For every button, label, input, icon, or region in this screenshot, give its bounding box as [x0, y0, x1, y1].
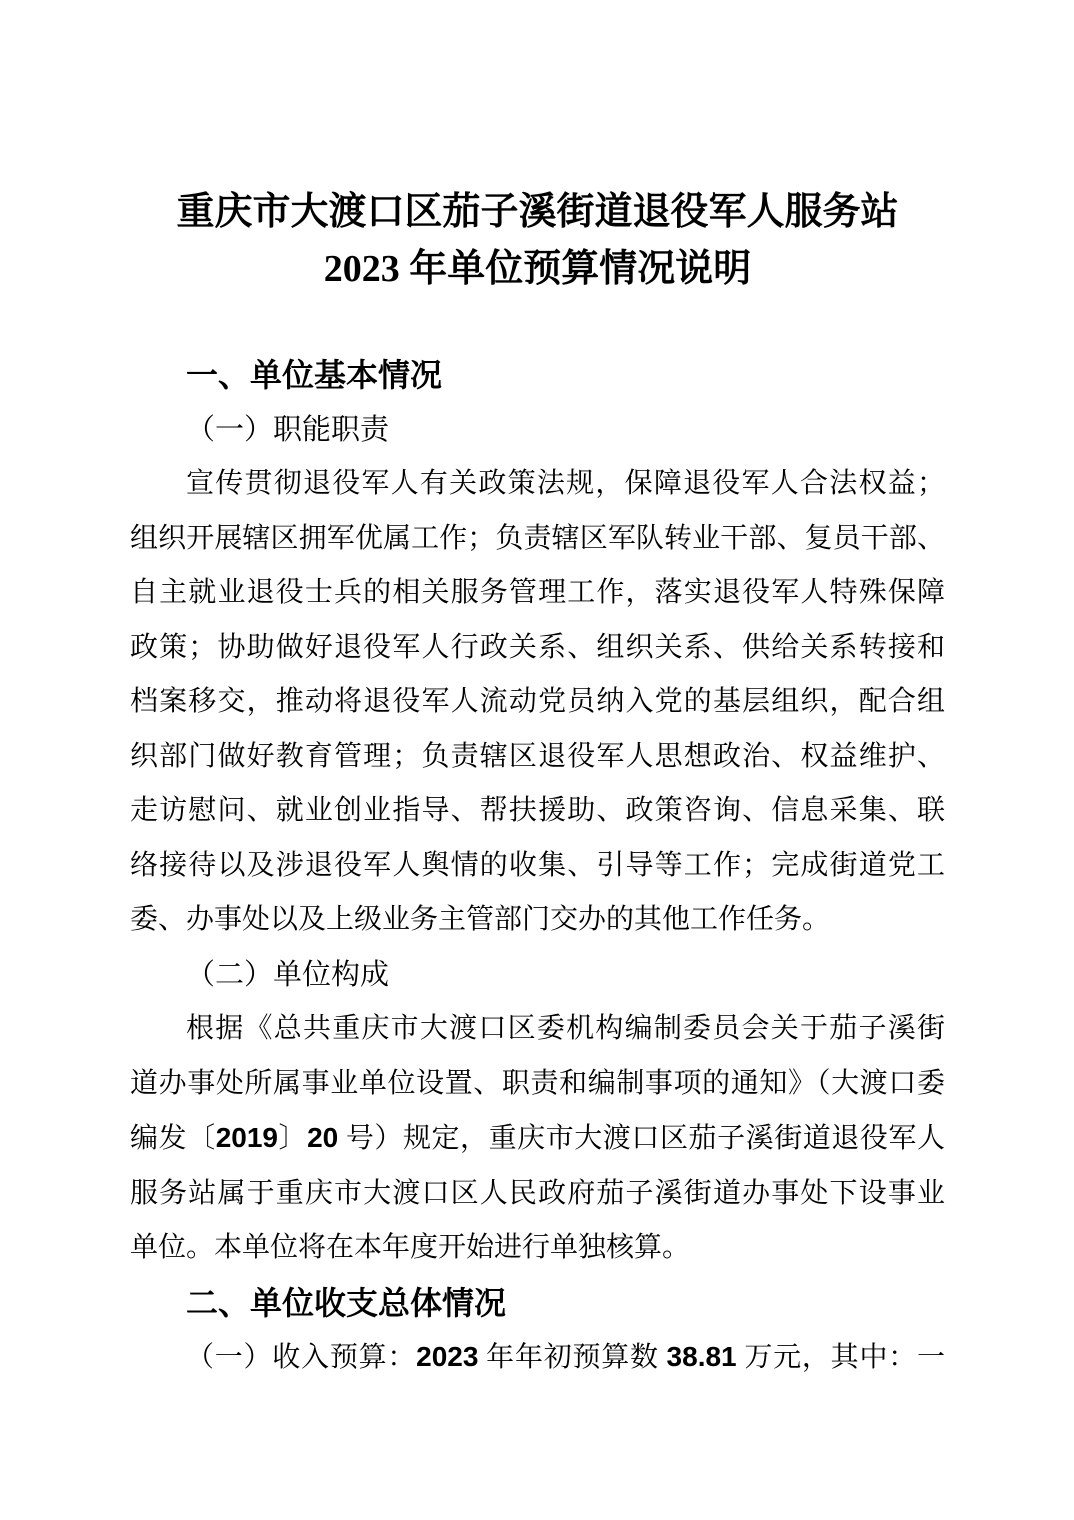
paragraph-line: 档案移交，推动将退役军人流动党员纳入党的基层组织，配合组	[130, 686, 945, 717]
paragraph-line	[130, 1330, 945, 1386]
paragraph-text: 万元，其中：一	[736, 1342, 945, 1373]
section-2-heading: 二、单位收支总体情况	[186, 1284, 507, 1321]
paragraph-text: 号）规定，重庆市大渡口区茄子溪街道退役军人	[338, 1123, 945, 1154]
paragraph-line	[130, 1111, 945, 1167]
paragraph-line: 服务站属于重庆市大渡口区人民政府茄子溪街道办事处下设事业	[130, 1177, 945, 1209]
section-1-heading: 一、单位基本情况	[186, 357, 443, 393]
paragraph-line: 单位。本单位将在本年度开始进行单独核算。	[130, 1232, 691, 1263]
document-number-issue: 20	[307, 1122, 339, 1153]
document-title	[130, 184, 945, 298]
paragraph-line: 政策；协助做好退役军人行政关系、组织关系、供给关系转接和	[130, 631, 945, 663]
paragraph-line: 走访慰问、就业创业指导、帮扶援助、政策咨询、信息采集、联	[130, 795, 945, 826]
paragraph-line: 根据《总共重庆市大渡口区委机构编制委员会关于茄子溪街	[186, 1013, 945, 1044]
paragraph-line: 自主就业退役士兵的相关服务管理工作，落实退役军人特殊保障	[130, 577, 945, 608]
paragraph-composition	[130, 1002, 945, 1276]
section-1-subsection-1-heading: （一）职能职责	[186, 413, 390, 446]
section-1-subsection-2-heading: （二）单位构成	[186, 958, 390, 991]
paragraph-line: 道办事处所属事业单位设置、职责和编制事项的通知》（大渡口委	[130, 1067, 945, 1099]
document-number-year: 2019	[215, 1122, 278, 1153]
paragraph-line: 织部门做好教育管理；负责辖区退役军人思想政治、权益维护、	[130, 740, 945, 772]
paragraph-line: 组织开展辖区拥军优属工作；负责辖区军队转业干部、复员干部、	[130, 522, 945, 554]
document-title-line-2: 2023 年单位预算情况说明	[323, 248, 752, 290]
budget-amount-number: 38.81	[666, 1341, 737, 1372]
paragraph-income-budget	[130, 1330, 945, 1386]
paragraph-text: （一）收入预算：	[186, 1342, 417, 1373]
paragraph-line: 络接待以及涉退役军人舆情的收集、引导等工作；完成街道党工	[130, 849, 945, 881]
paragraph-text: 编发〔	[130, 1123, 216, 1154]
paragraph-line: 宣传贯彻退役军人有关政策法规，保障退役军人合法权益；	[186, 468, 945, 499]
paragraph-text: 〕	[277, 1123, 308, 1154]
budget-year-number: 2023	[416, 1341, 479, 1372]
paragraph-line: 委、办事处以及上级业务主管部门交办的其他工作任务。	[130, 904, 831, 935]
paragraph-text: 年年初预算数	[478, 1342, 667, 1373]
document-title-line-1: 重庆市大渡口区茄子溪街道退役军人服务站	[176, 191, 899, 233]
document-content	[130, 184, 945, 1386]
paragraph-duties	[130, 457, 945, 948]
